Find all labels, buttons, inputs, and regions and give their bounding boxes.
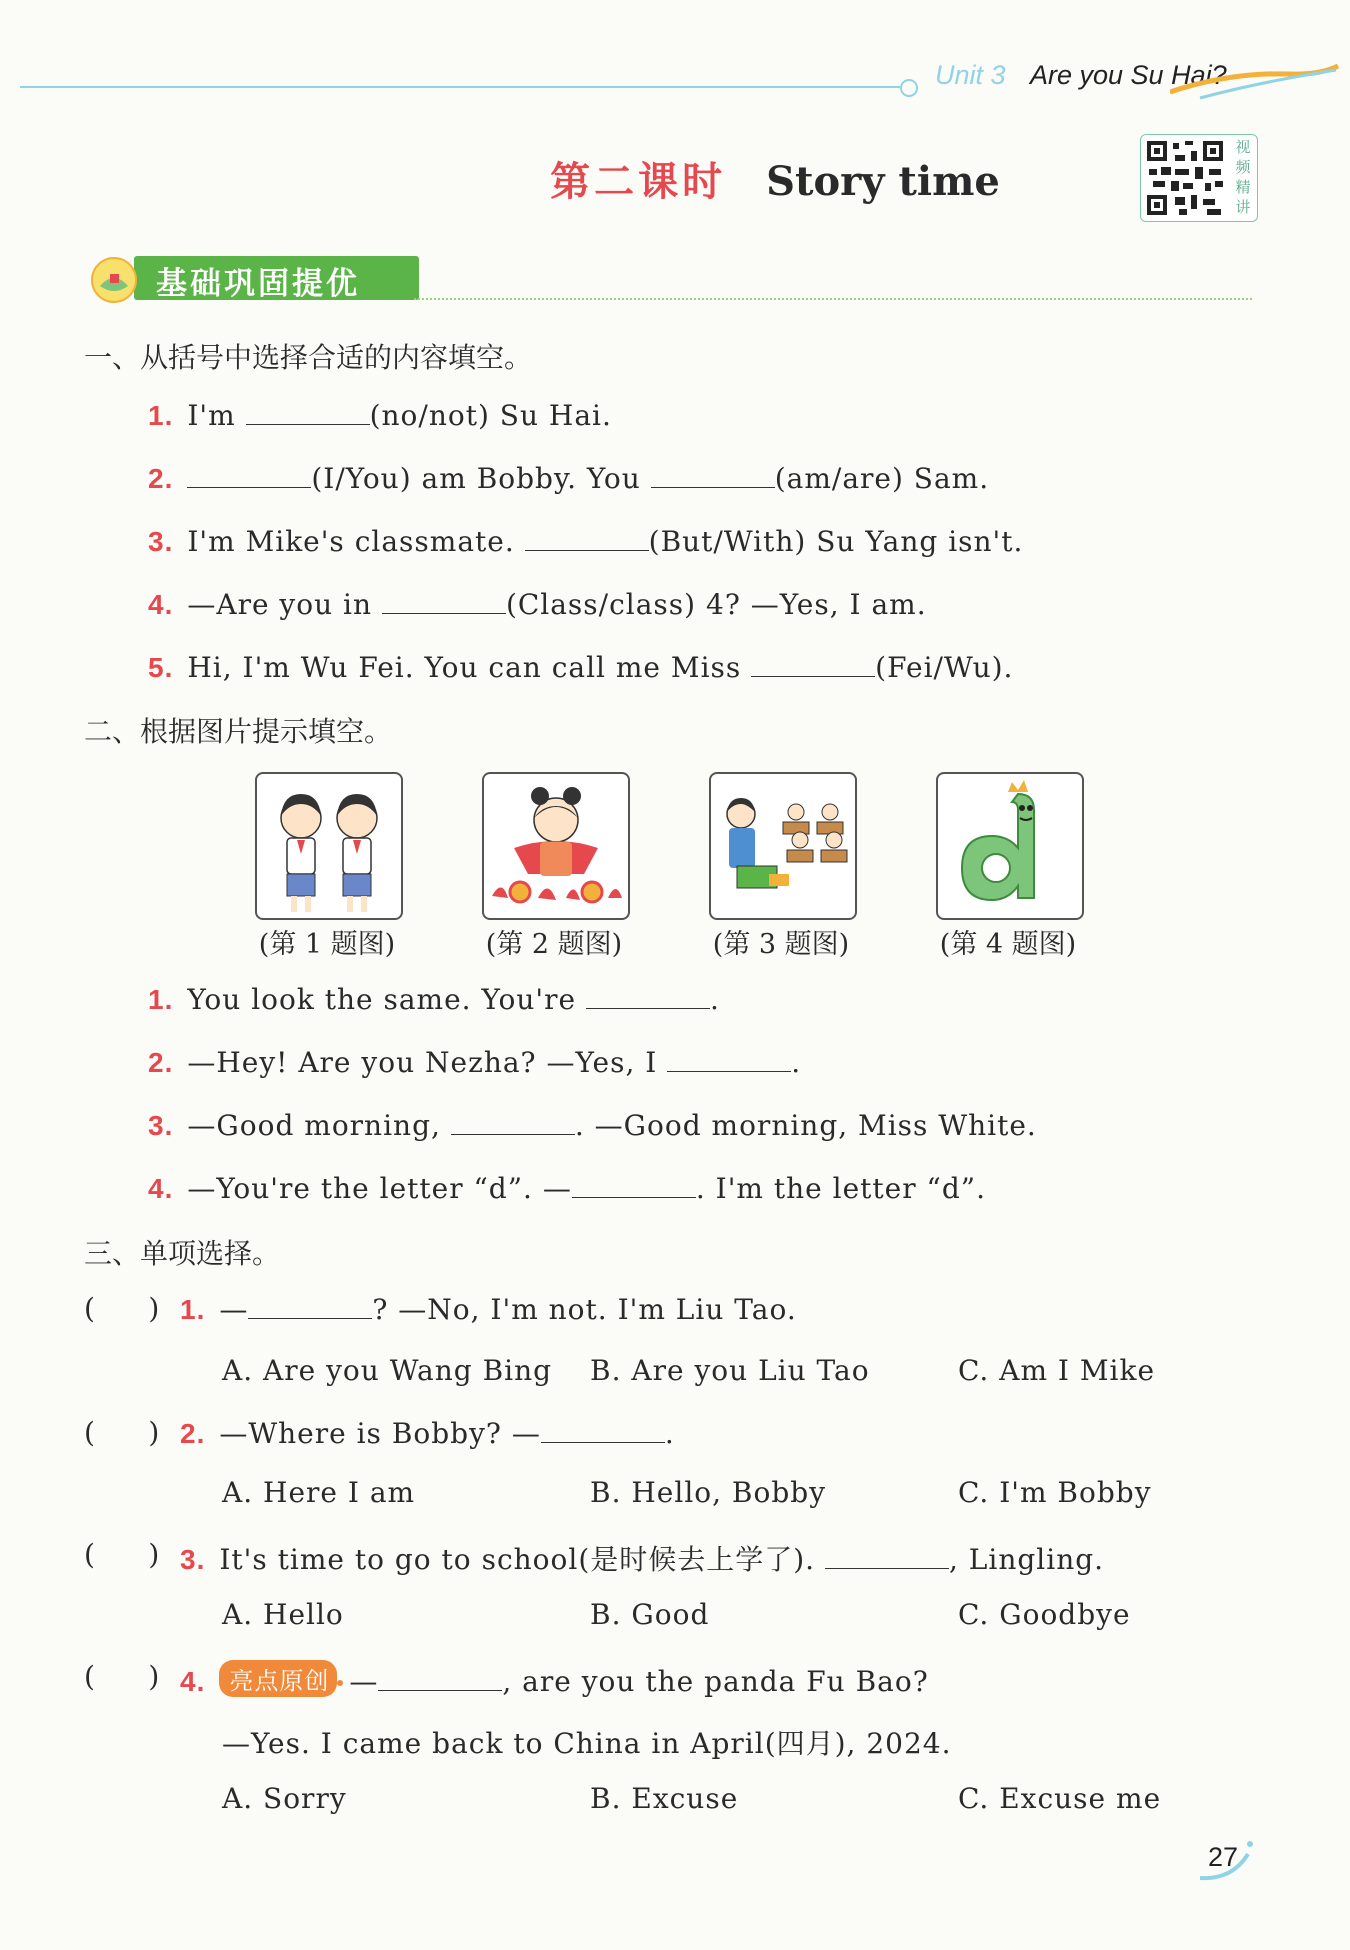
part3-heading: 三、单项选择。 [84,1237,281,1270]
part1-item-2: 2. (I/You) am Bobby. You (am/are) Sam. [148,462,990,495]
caption-picture-3: (第 3 题图) [712,929,850,960]
option-c[interactable]: C. Am I Mike [958,1354,1156,1387]
caption-picture-4: (第 4 题图) [939,929,1077,960]
section-dotted-rule [414,298,1252,300]
option-c[interactable]: C. Goodbye [958,1598,1131,1631]
option-a[interactable]: A. Are you Wang Bing [222,1354,553,1387]
lesson-title-en: Story time [766,158,1000,205]
answer-paren[interactable]: ( ) [84,1538,160,1571]
answer-blank[interactable] [825,1542,949,1569]
option-c[interactable]: C. Excuse me [958,1782,1162,1815]
part3-item-4: 4. 亮点原创 — , are you the panda Fu Bao? [180,1660,929,1698]
unit-title: Are you Su Hai? [1030,60,1227,90]
page-number: 27 [1208,1842,1239,1872]
header-swoosh-icon [1170,62,1340,102]
part2-item-3: 3. —Good morning, . —Good morning, Miss White. [148,1109,1037,1142]
option-b[interactable]: B. Good [590,1598,710,1631]
part2-item-2: 2. —Hey! Are you Nezha? —Yes, I . [148,1046,802,1079]
twin-girls-icon [257,774,401,918]
picture-nezha [482,772,630,920]
picture-classroom [709,772,857,920]
answer-blank[interactable] [667,1045,791,1072]
classroom-icon [711,774,855,918]
unit-label: Unit 3 [935,60,1006,90]
part2-item-1: 1. You look the same. You're . [148,983,720,1016]
part2-heading: 二、根据图片提示填空。 [84,715,393,748]
answer-paren[interactable]: ( ) [84,1292,160,1325]
option-b[interactable]: B. Are you Liu Tao [590,1354,870,1387]
answer-blank[interactable] [586,982,710,1009]
part1-heading: 一、从括号中选择合适的内容填空。 [84,341,533,374]
part3-item-2: 2. —Where is Bobby? — . [180,1417,675,1450]
caption-picture-1: (第 1 题图) [258,929,396,960]
part3-item-1: 1. — ? —No, I'm not. I'm Liu Tao. [180,1293,797,1326]
caption-picture-2: (第 2 题图) [485,929,623,960]
answer-paren[interactable]: ( ) [84,1660,160,1693]
qr-code-box[interactable] [1140,134,1258,222]
option-a[interactable]: A. Hello [222,1598,344,1631]
answer-blank[interactable] [451,1108,575,1135]
answer-blank[interactable] [572,1171,696,1198]
nezha-icon [484,774,628,918]
option-c[interactable]: C. I'm Bobby [958,1476,1152,1509]
answer-blank[interactable] [382,587,506,614]
answer-blank[interactable] [246,398,370,425]
answer-blank[interactable] [541,1416,665,1443]
part1-item-4: 4. —Are you in (Class/class) 4? —Yes, I am. [148,588,927,621]
lesson-title-cn: 第二课时 [550,158,727,205]
part3-item-4-line2: —Yes. I came back to China in April(四月), 2024. [222,1727,952,1760]
part1-item-3: 3. I'm Mike's classmate. (But/With) Su Yang isn't. [148,525,1024,558]
picture-twin-girls [255,772,403,920]
answer-blank[interactable] [525,524,649,551]
answer-blank[interactable] [187,461,311,488]
part1-item-1: 1. I'm (no/not) Su Hai. [148,399,612,432]
option-b[interactable]: B. Hello, Bobby [590,1476,827,1509]
answer-blank[interactable] [378,1664,502,1691]
option-b[interactable]: B. Excuse [590,1782,739,1815]
answer-paren[interactable]: ( ) [84,1416,160,1449]
part2-item-4: 4. —You're the letter “d”. — . I'm the letter “d”. [148,1172,986,1205]
option-a[interactable]: A. Here I am [222,1476,416,1509]
picture-letter-d [936,772,1084,920]
qr-label: 视频精讲 [1235,138,1251,216]
header-rule-dot [900,79,918,97]
header-rule [20,86,900,88]
letter-d-character-icon [938,774,1082,918]
option-a[interactable]: A. Sorry [222,1782,347,1815]
qr-code-icon [1145,139,1225,217]
original-badge: 亮点原创 [219,1660,337,1697]
answer-blank[interactable] [248,1292,372,1319]
answer-blank[interactable] [751,650,875,677]
part3-item-3: 3. It's time to go to school(是时候去上学了). , Lingling. [180,1543,1105,1576]
section-title: 基础巩固提优 [156,266,360,302]
part1-item-5: 5. Hi, I'm Wu Fei. You can call me Miss (Fei/Wu). [148,651,1014,684]
answer-blank[interactable] [651,461,775,488]
